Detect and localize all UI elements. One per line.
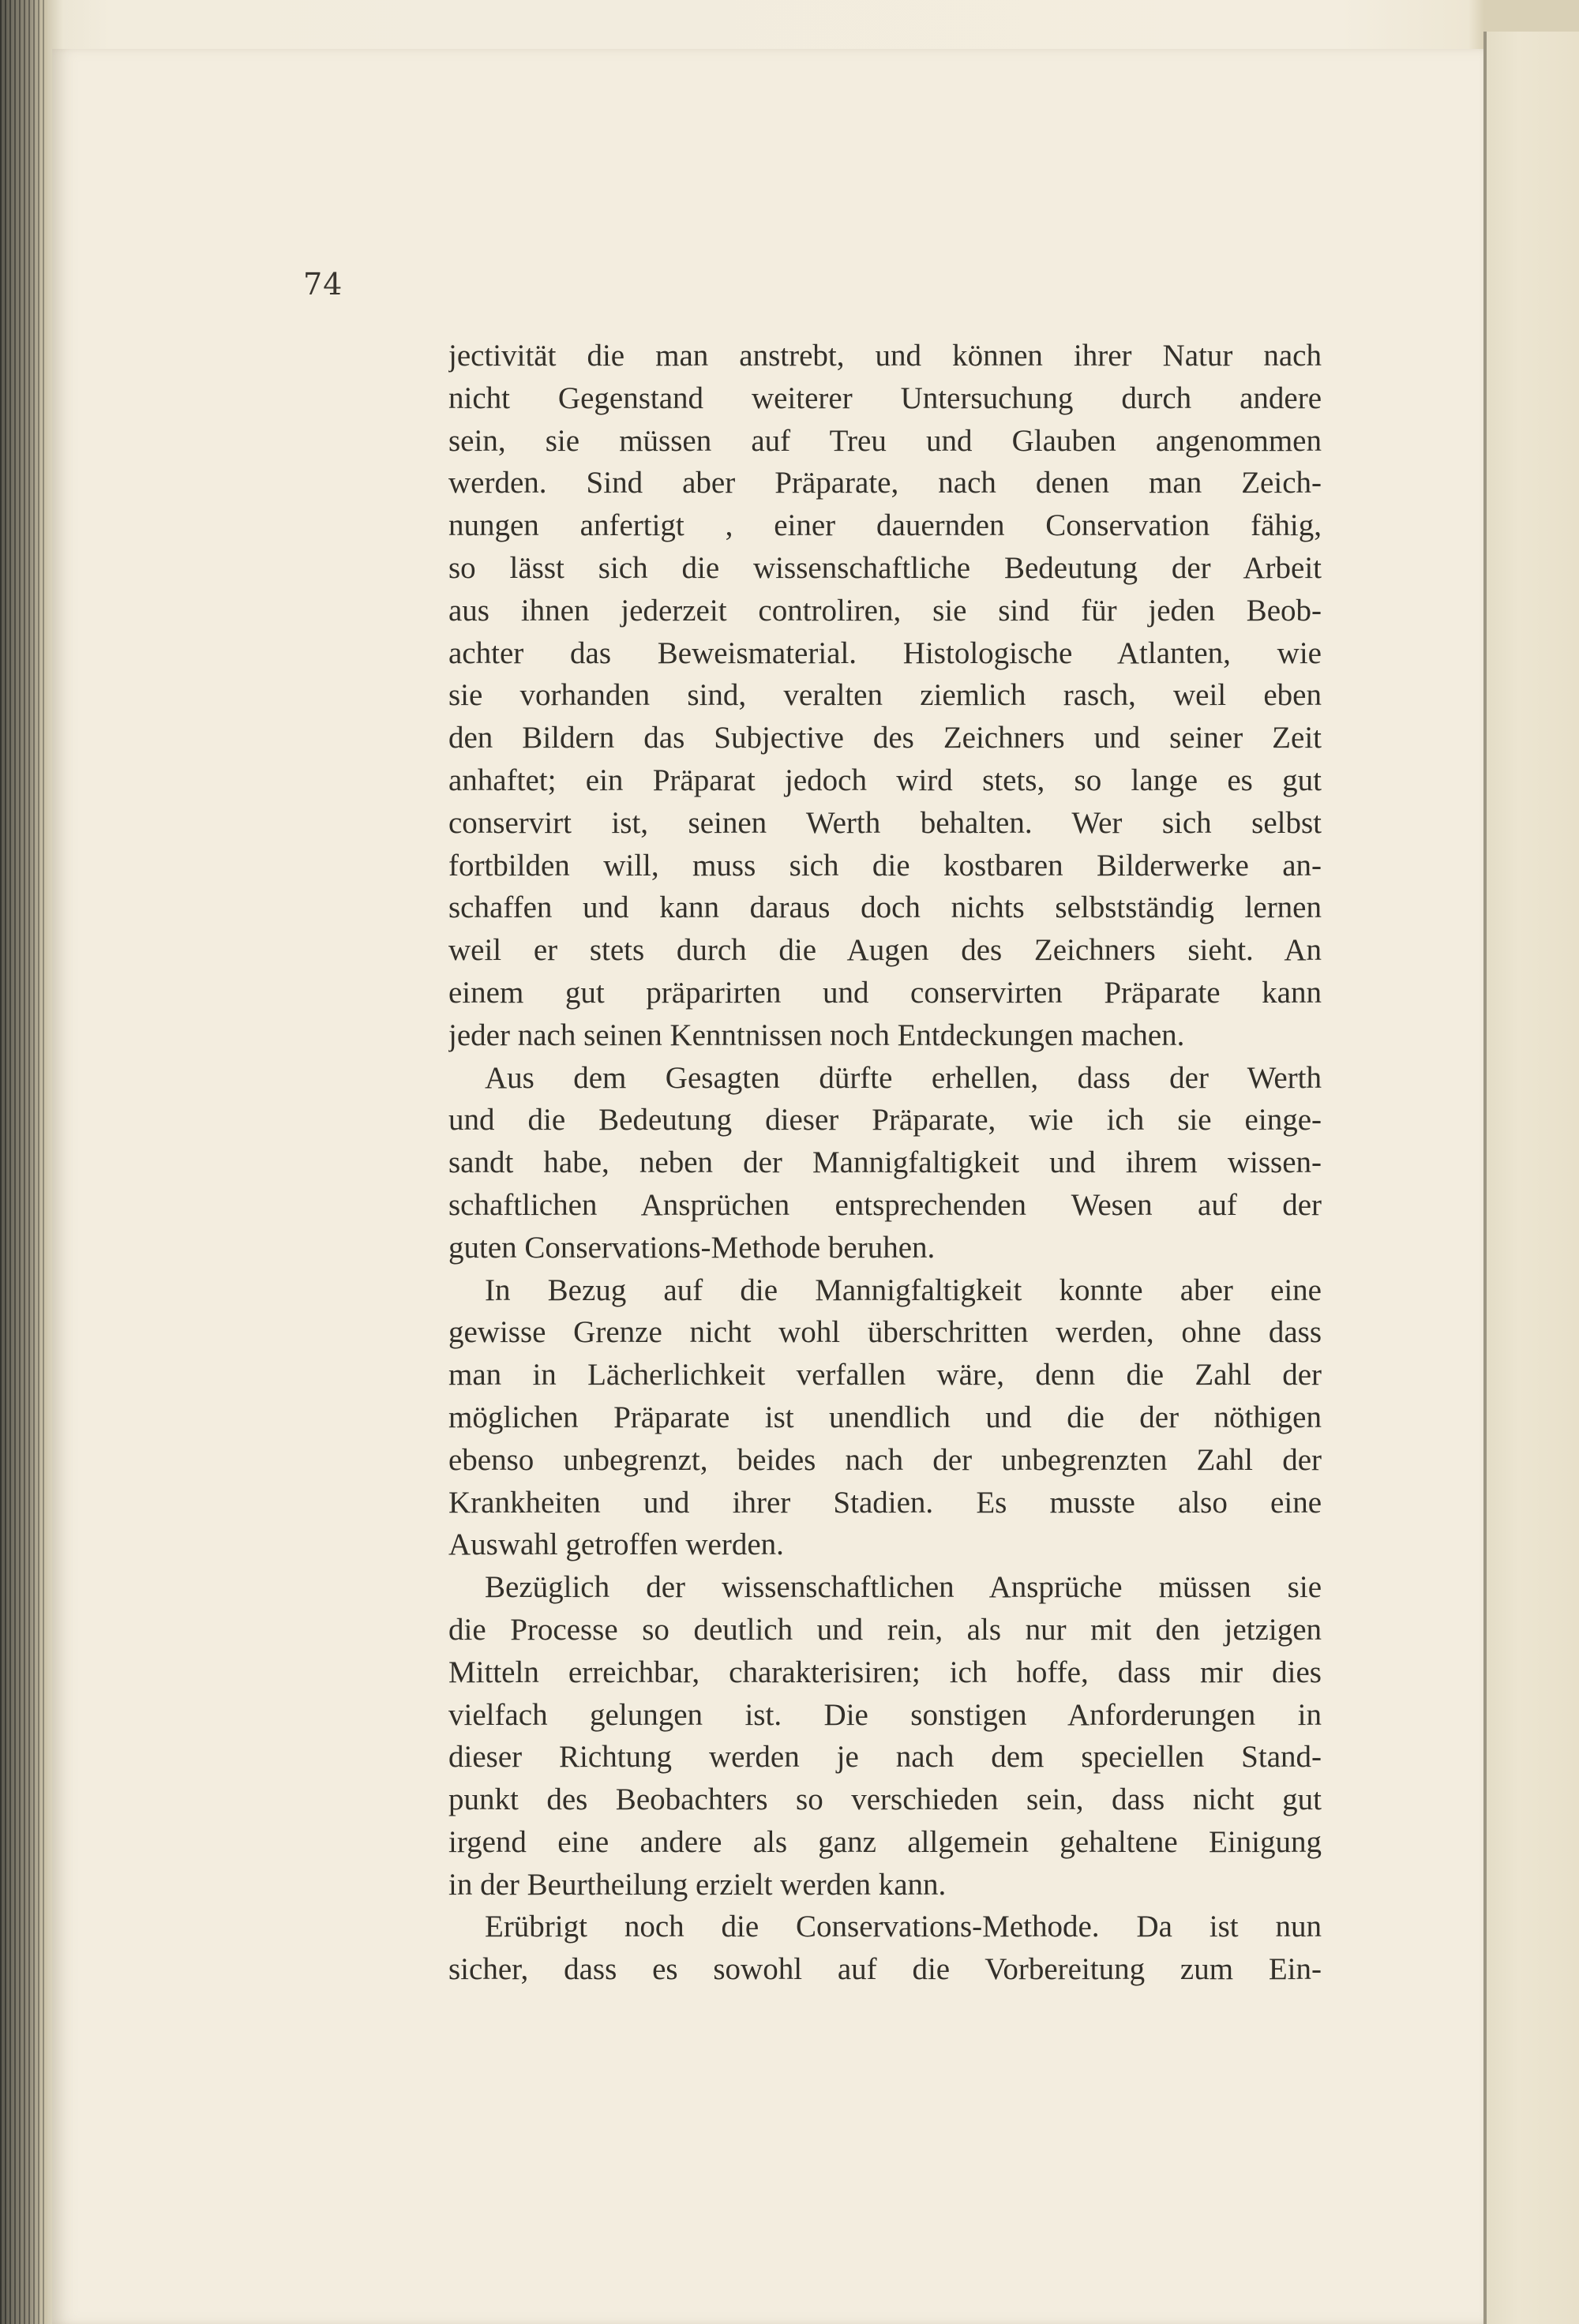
text-line: weil er stets durch die Augen des Zeichners sieht. An (448, 933, 1322, 968)
paragraph-start-line: Aus dem Gesagten dürfte erhellen, dass der Werth (485, 1060, 1322, 1095)
text-line: die Processe so deutlich und rein, als nur mit den jetzigen (448, 1612, 1322, 1647)
text-line: jeder nach seinen Kenntnissen noch Entdeckungen machen. (448, 1018, 1185, 1052)
text-line: möglichen Präparate ist unendlich und die der nöthigen (448, 1400, 1322, 1434)
text-line: Krankheiten und ihrer Stadien. Es musste also eine (448, 1485, 1322, 1520)
text-line: schaftlichen Ansprüchen entsprechenden Wesen auf der (448, 1187, 1322, 1222)
text-line: dieser Richtung werden je nach dem speciellen Stand- (448, 1740, 1322, 1775)
text-line: Mitteln erreichbar, charakterisiren; ich hoffe, dass mir dies (448, 1655, 1322, 1689)
text-line: man in Lächerlichkeit verfallen wäre, denn die Zahl der (448, 1358, 1322, 1393)
text-line: vielfach gelungen ist. Die sonstigen Anforderungen in (448, 1697, 1322, 1732)
text-line: schaffen und kann daraus doch nichts selbstständig lernen (448, 890, 1322, 925)
text-line: irgend eine andere als ganz allgemein gehaltene Einigung (448, 1824, 1322, 1859)
text-line: fortbilden will, muss sich die kostbaren Bilderwerke an- (448, 848, 1322, 883)
text-line: gewisse Grenze nicht wohl überschritten werden, ohne dass (448, 1315, 1322, 1350)
text-line: und die Bedeutung dieser Präparate, wie ich sie einge- (448, 1103, 1322, 1138)
text-line: in der Beurtheilung erzielt werden kann. (448, 1867, 947, 1902)
text-line: sandt habe, neben der Mannigfaltigkeit und ihrem wissen- (448, 1145, 1322, 1180)
text-line: achter das Beweismaterial. Histologische Atlanten, wie (448, 635, 1322, 670)
text-line: werden. Sind aber Präparate, nach denen man Zeich- (448, 466, 1322, 500)
text-line: nicht Gegenstand weiterer Untersuchung durch andere (448, 380, 1322, 415)
text-line: Auswahl getroffen werden. (448, 1527, 784, 1562)
paragraph-start-line: Bezüglich der wissenschaftlichen Ansprüche müssen sie (485, 1570, 1322, 1605)
text-line: sie vorhanden sind, veralten ziemlich rasch, weil eben (448, 678, 1322, 713)
text-line: anhaftet; ein Präparat jedoch wird stets, so lange es gut (448, 763, 1322, 797)
text-line: nungen anfertigt , einer dauernden Conservation fähig, (448, 508, 1322, 543)
text-line: ebenso unbegrenzt, beides nach der unbegrenzten Zahl der (448, 1442, 1322, 1477)
text-line: so lässt sich die wissenschaftliche Bedeutung der Arbeit (448, 550, 1322, 585)
text-line: einem gut präparirten und conservirten Präparate kann (448, 975, 1322, 1010)
text-line: guten Conservations-Methode beruhen. (448, 1230, 936, 1265)
text-line: conservirt ist, seinen Werth behalten. Wer sich selbst (448, 805, 1322, 840)
body-text (448, 335, 1322, 1991)
paragraph-start-line: Erübrigt noch die Conservations-Methode. Da ist nun (485, 1910, 1322, 1944)
paragraph-start-line: In Bezug auf die Mannigfaltigkeit konnte aber eine (485, 1273, 1322, 1307)
book-spine-edge (0, 0, 47, 2324)
text-line: jectivität die man anstrebt, und können ihrer Natur nach (448, 339, 1322, 373)
text-line: aus ihnen jederzeit controliren, sie sind für jeden Beob- (448, 593, 1322, 628)
text-line: den Bildern das Subjective des Zeichners und seiner Zeit (448, 721, 1322, 755)
page-number: 74 (303, 267, 343, 302)
text-line: sicher, dass es sowohl auf die Vorbereitung zum Ein- (448, 1952, 1322, 1987)
text-line: punkt des Beobachters so verschieden sein, dass nicht gut (448, 1782, 1322, 1817)
text-line: sein, sie müssen auf Treu und Glauben angenommen (448, 423, 1322, 458)
facing-page-edge (1487, 32, 1579, 2324)
